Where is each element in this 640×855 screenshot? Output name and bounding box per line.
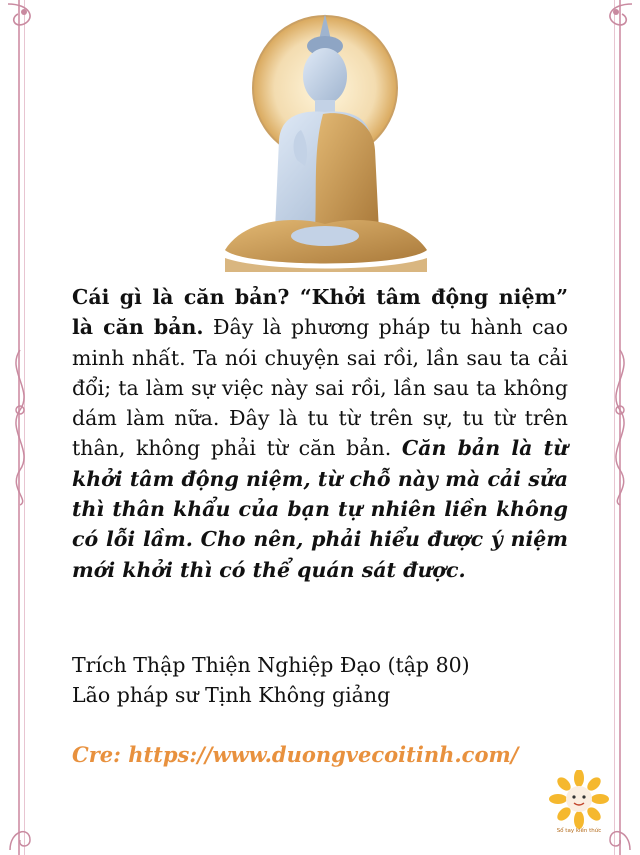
top-left-flourish-icon (0, 0, 60, 60)
sunflower-mascot-icon (546, 770, 612, 836)
citation (72, 650, 568, 711)
teaching-paragraph (72, 282, 568, 585)
right-scroll-flourish-icon (600, 340, 640, 510)
citation-speaker: Lão pháp sư Tịnh Không giảng (72, 683, 391, 708)
emphasis-text: Căn bản là từ khởi tâm động niệm, từ chỗ này mà cải sửa thì thân khẩu của bạn tự nhiên liền không có lỗi lầm. Cho nên, phải hiểu được ý niệm mới khởi thì có thể quán sát được. (72, 436, 568, 582)
credit-link[interactable]: Cre: https://www.duongvecoitinh.com/ (72, 742, 519, 767)
question-lead: Cái gì là căn bản? “Khởi tâm động niệm” là căn bản. (72, 285, 568, 340)
top-right-flourish-icon (580, 0, 640, 60)
buddha-illustration (205, 10, 445, 280)
left-scroll-flourish-icon (0, 340, 40, 510)
citation-source: Trích Thập Thiện Nghiệp Đạo (tập 80) (72, 653, 470, 677)
bottom-left-flourish-icon (0, 790, 50, 855)
badge-label: Sổ tay kiến thức (556, 828, 602, 834)
explanation-text: Đây là phương pháp tu hành cao minh nhất. Ta nói chuyện sai rồi, lần sau ta cải đổi; ta làm sự việc này sai rồi, lần sau ta không dám làm nữa. Đây là tu từ trên sự, tu từ trên thân, không phải từ căn bản. (72, 315, 568, 461)
